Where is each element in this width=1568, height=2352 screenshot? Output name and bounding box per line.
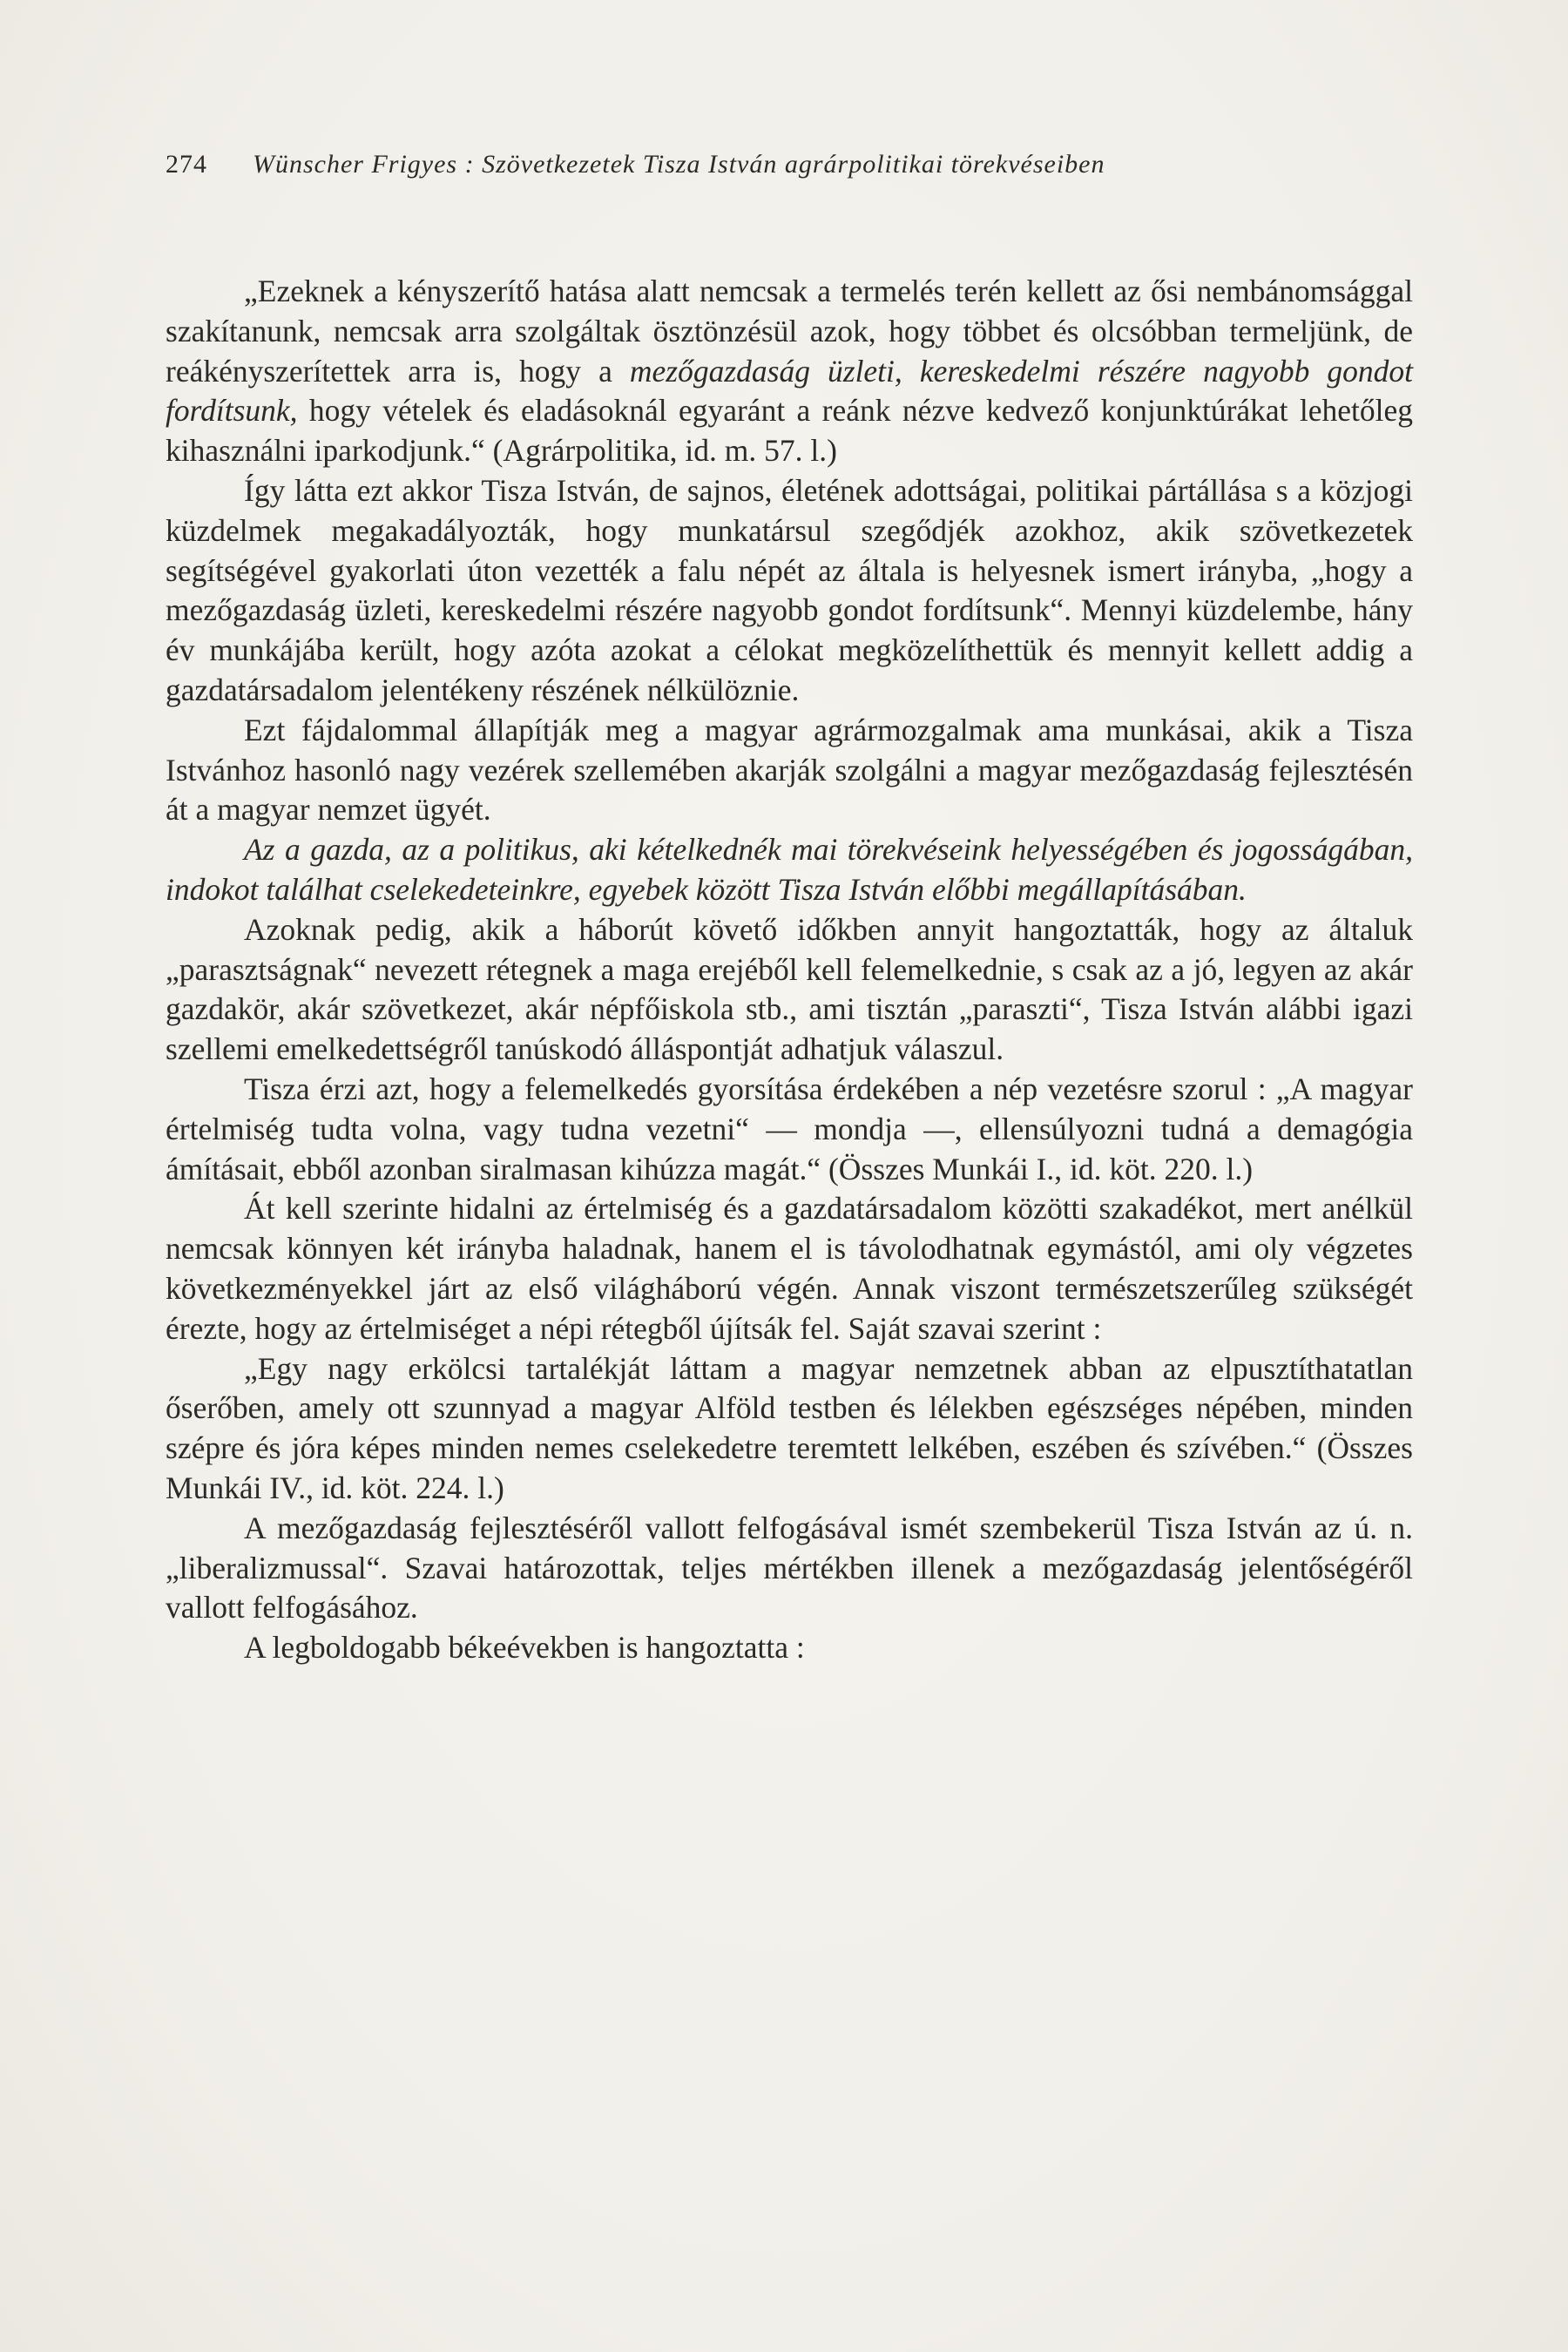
paragraph-3 [166, 711, 1413, 830]
paragraph-1-emphasis: mezőgazdaság üzleti, kereskedelmi részére nagyobb gondot fordítsunk, [166, 353, 1413, 429]
paragraph-5 [166, 910, 1413, 1070]
paragraph-7 [166, 1189, 1413, 1348]
paragraph-9-text: A mezőgazdaság fejlesztéséről vallott felfogásával ismét szembekerül Tisza István az ú. n. „liberalizmussal“. Szavai határozottak, teljes mértékben illenek a mezőgazdaság jelentőségéről vallott felfogásához. [166, 1510, 1413, 1625]
paragraph-4 [166, 830, 1413, 910]
paragraph-3-text: Ezt fájdalommal állapítják meg a magyar agrármozgalmak ama munkásai, akik a Tisza Istvánhoz hasonló nagy vezérek szellemében akarják szolgálni a magyar mezőgazdaság fejlesztésén át a magyar nemzet ügyét. [166, 712, 1413, 828]
paragraph-1 [166, 272, 1413, 471]
paragraph-6-text: Tisza érzi azt, hogy a felemelkedés gyorsítása érdekében a nép vezetésre szorul : „A magyar értelmiség tudta volna, vagy tudna vezetni“ — mondja —, ellensúlyozni tudná a demagógia ámításait, ebből azonban siralmasan kihúzza magát.“ (Összes Munkái I., id. köt. 220. l.) [166, 1071, 1413, 1186]
page-number: 274 [166, 150, 207, 179]
paragraph-10 [166, 1628, 1413, 1668]
paragraph-2 [166, 471, 1413, 711]
paragraph-9 [166, 1509, 1413, 1628]
paragraph-5-text: Azoknak pedig, akik a háborút követő időkben annyit hangoztatták, hogy az általuk „parasztságnak“ nevezett rétegnek a maga erejéből kell felemelkednie, s csak az a jó, legyen az akár gazdakör, akár szövetkezet, akár népfőiskola stb., ami tisztán „paraszti“, Tisza István alábbi igazi szellemi emelkedettségről tanúskodó álláspontját adhatjuk válaszul. [166, 911, 1413, 1067]
paragraph-1-part-1: „Ezeknek a kényszerítő hatása alatt nemcsak a termelés terén kellett az ősi nembánomsággal szakítanunk, nemcsak arra szolgáltak ösztönzésül azok, hogy többet és olcsóbban termeljünk, de reákényszerítettek arra is, hogy a [166, 274, 1413, 389]
paragraph-2-text: Így látta ezt akkor Tisza István, de sajnos, életének adottságai, politikai pártállása s a közjogi küzdelmek megakadályozták, hogy munkatársul szegődjék azokhoz, akik szövetkezetek segítségével gyakorlati úton vezették a falu népét az általa is helyesnek ismert irányba, „hogy a mezőgazdaság üzleti, kereskedelmi részére nagyobb gondot fordítsunk“. Mennyi küzdelembe, hány év munkájába került, hogy azóta azokat a célokat megközelíthettük és mennyit kellett addig a gazdatársadalom jelentékeny részének nélkülöznie. [166, 472, 1413, 707]
paragraph-4-italic-text: Az a gazda, az a politikus, aki kételkednék mai törekvéseink helyességében és jogosságában, indokot találhat cselekedeteinkre, egyebek között Tisza István előbbi megállapításában. [166, 832, 1413, 907]
paragraph-10-text: A legboldogabb békeévekben is hangoztatta : [244, 1630, 805, 1666]
paragraph-7-text: Át kell szerinte hidalni az értelmiség és a gazdatársadalom közötti szakadékot, mert anélkül nemcsak könnyen két irányba haladnak, hanem el is távolodhatnak egymástól, ami oly végzetes következményekkel járt az első világháború végén. Annak viszont természetszerűleg szükségét érezte, hogy az értelmiséget a népi rétegből újítsák fel. Saját szavai szerint : [166, 1191, 1413, 1346]
paragraph-8-text: „Egy nagy erkölcsi tartalékját láttam a magyar nemzetnek abban az elpusztíthatatlan őserőben, amely ott szunnyad a magyar Alföld testben és lélekben egészséges népében, minden szépre és jóra képes minden nemes cselekedetre teremtett lelkében, eszében és szívében.“ (Összes Munkái IV., id. köt. 224. l.) [166, 1350, 1413, 1505]
paragraph-8 [166, 1349, 1413, 1509]
body-text [166, 272, 1413, 1668]
running-header [166, 150, 1413, 185]
paragraph-6 [166, 1070, 1413, 1189]
running-title: Wünscher Frigyes : Szövetkezetek Tisza István agrárpolitikai törekvéseiben [253, 150, 1105, 179]
paragraph-1-part-3: hogy vételek és eladásoknál egyaránt a reánk nézve kedvező konjunktúrákat lehetőleg kihasználni iparkodjunk.“ (Agrárpolitika, id. m. 57. l.) [166, 393, 1413, 469]
